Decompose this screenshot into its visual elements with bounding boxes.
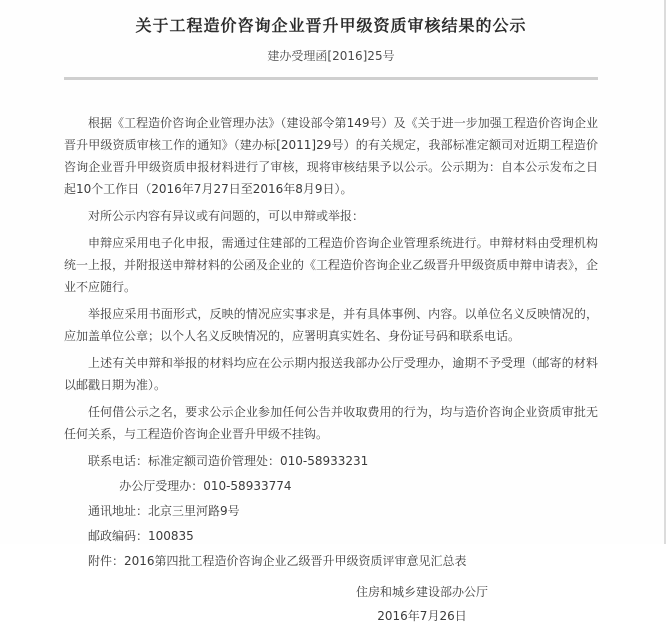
signature-block [356,583,488,625]
paragraph-objection: 对所公示内容有异议或有问题的，可以申辩或举报： [88,209,365,223]
title-divider [64,77,598,80]
contact-phone-line-1: 联系电话：标准定额司造价管理处：010-58933231 [88,454,369,468]
paragraph-report: 举报应采用书面形式，反映的情况应实事求是，并有具体事例、内容。以单位名义反映情况的，应加盖单位公章；以个人名义反映情况的，应署明真实姓名、身份证号码和联系电话。 [64,307,598,343]
contact-postcode: 邮政编码：100835 [88,529,194,543]
document-number: 建办受理函[2016]25号 [267,49,395,63]
signature-date: 2016年7月26日 [377,609,467,623]
attachment-line: 附件：2016第四批工程造价咨询企业乙级晋升甲级资质评审意见汇总表 [88,554,467,568]
paragraph-appeal: 申辩应采用电子化申报，需通过住建部的工程造价咨询企业管理系统进行。申辩材料由受理机构统一上报，并附报送申辩材料的公函及企业的《工程造价咨询企业乙级晋升甲级资质申辩申请表》，企业不应随行。 [64,236,599,294]
document-title: 关于工程造价咨询企业晋升甲级资质审核结果的公示 [135,16,527,35]
paragraph-deadline: 上述有关申辩和举报的材料均应在公示期内报送我部办公厅受理办，逾期不予受理（邮寄的材料以邮戳日期为准）。 [64,356,598,392]
paragraph-basis: 根据《工程造价咨询企业管理办法》（建设部令第149号）及《关于进一步加强工程造价咨询企业晋升甲级资质审核工作的通知》（建办标[2011]29号）的有关规定，我部标准定额司对近期工程造价咨询企业晋升甲级资质申报材料进行了审核，现将审核结果予以公示。公示期为：自本公示发布之日起10个工作日（2016年7月27日至2016年8月9日）。 [64,116,598,196]
signature-org: 住房和城乡建设部办公厅 [355,585,488,599]
paragraph-disclaimer: 任何借公示之名，要求公示企业参加任何公告并收取费用的行为，均与造价咨询企业资质审批无任何关系，与工程造价咨询企业晋升甲级不挂钩。 [64,405,598,441]
document-body [64,112,599,623]
contact-address: 通讯地址：北京三里河路9号 [88,504,240,518]
contact-phone-line-2: 办公厅受理办：010-58933774 [119,479,292,493]
